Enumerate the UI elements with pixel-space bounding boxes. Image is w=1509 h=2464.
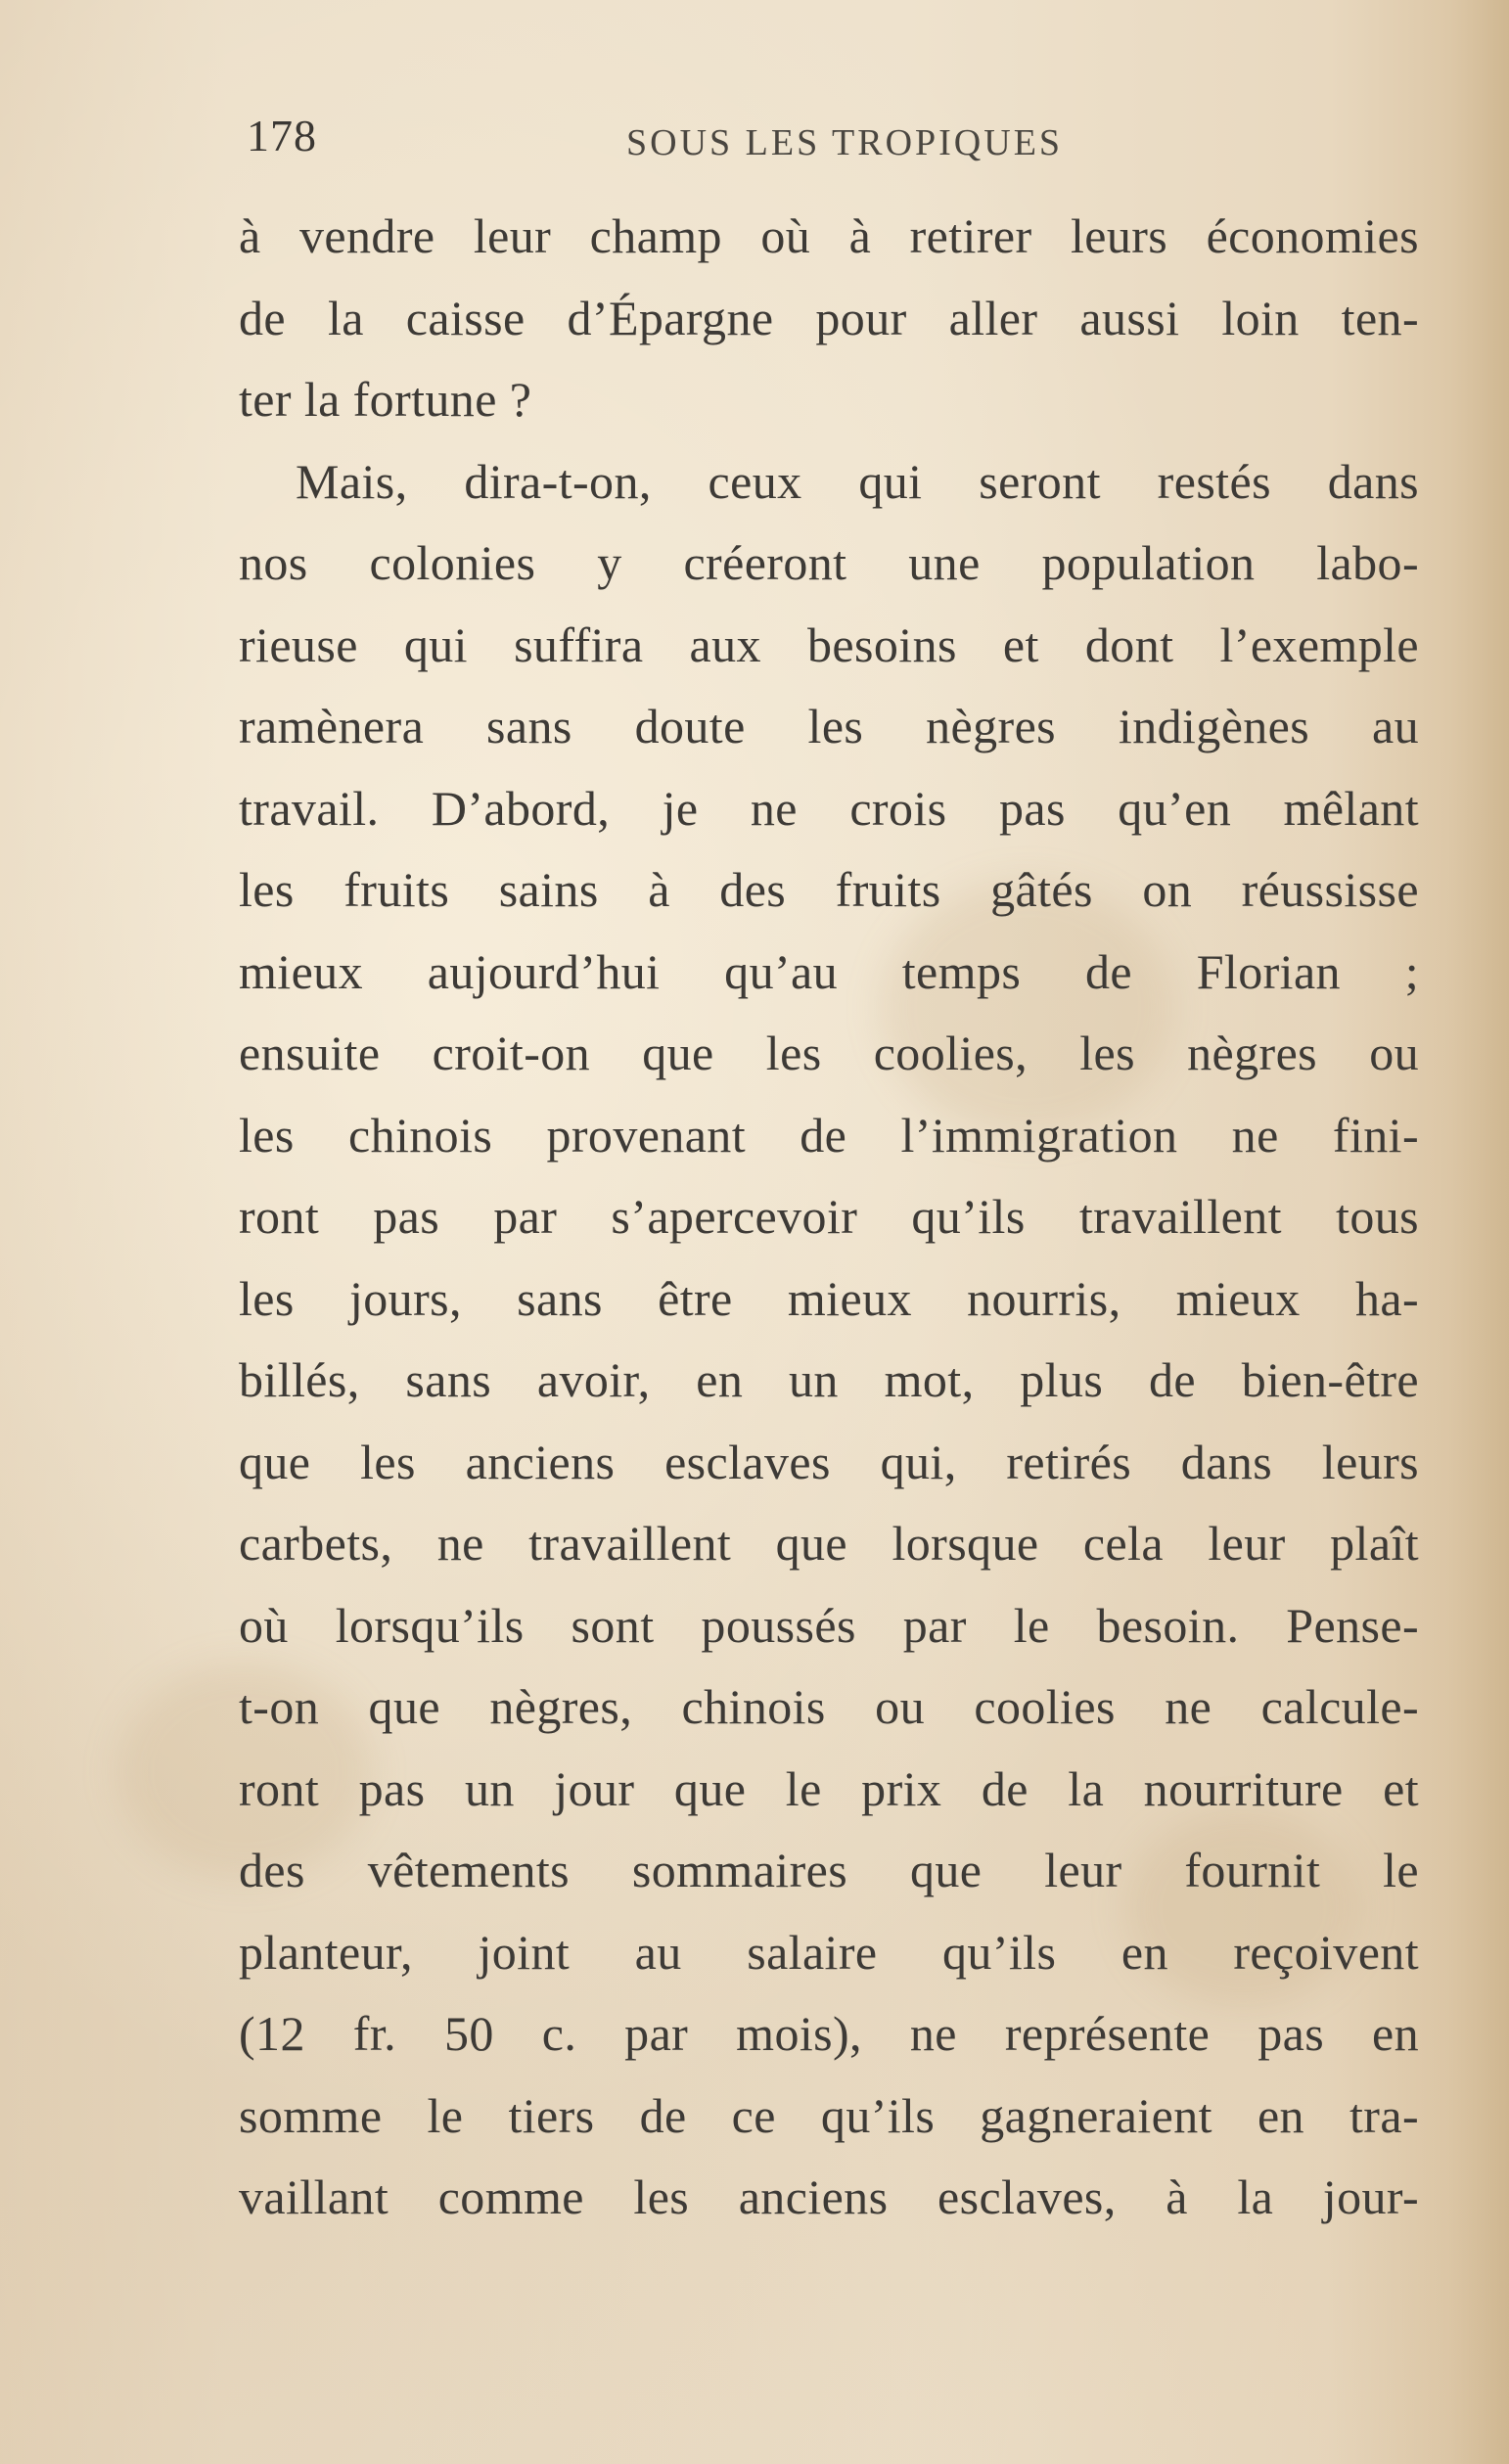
running-head: SOUS LES TROPIQUES (626, 122, 1064, 163)
text-line: billés, sans avoir, en un mot, plus de bien-être (239, 1352, 1419, 1407)
text-line: Mais, dira-t-on, ceux qui seront restés dans (296, 453, 1419, 509)
text-line: ront pas un jour que le prix de la nourriture et (239, 1760, 1419, 1816)
text-line: à vendre leur champ où à retirer leurs économies (239, 208, 1419, 263)
text-line: planteur, joint au salaire qu’ils en reçoivent (239, 1924, 1419, 1980)
text-line: ramènera sans doute les nègres indigènes au (239, 699, 1419, 753)
body-text (239, 196, 1419, 2239)
text-line: les chinois provenant de l’immigration ne fini- (239, 1107, 1419, 1163)
page-header (0, 110, 1509, 178)
text-line: t-on que nègres, chinois ou coolies ne calcule- (239, 1679, 1419, 1734)
text-line: (12 fr. 50 c. par mois), ne représente pas en (239, 2006, 1419, 2061)
text-line: les fruits sains à des fruits gâtés on réussisse (239, 862, 1419, 917)
text-line: les jours, sans être mieux nourris, mieux ha- (239, 1270, 1419, 1326)
text-line: rieuse qui suffira aux besoins et dont l’exemple (239, 616, 1419, 672)
text-line: somme le tiers de ce qu’ils gagneraient en tra- (239, 2087, 1419, 2143)
text-line: des vêtements sommaires que leur fournit le (239, 1843, 1419, 1897)
text-line: travail. D’abord, je ne crois pas qu’en mêlant (239, 780, 1419, 836)
text-line: que les anciens esclaves qui, retirés dans leurs (239, 1434, 1419, 1489)
text-line: nos colonies y créeront une population labo- (239, 535, 1419, 590)
text-line: carbets, ne travaillent que lorsque cela leur plaît (239, 1516, 1419, 1571)
text-line: mieux aujourd’hui qu’au temps de Florian ; (239, 943, 1419, 999)
page-number: 178 (247, 111, 317, 160)
text-line: vaillant comme les anciens esclaves, à la jour- (239, 2169, 1419, 2224)
text-line: de la caisse d’Épargne pour aller aussi loin ten- (239, 290, 1419, 345)
text-line: ensuite croit-on que les coolies, les nègres ou (239, 1026, 1419, 1080)
text-line: ront pas par s’apercevoir qu’ils travaillent tous (239, 1189, 1419, 1244)
text-line: ter la fortune ? (239, 372, 532, 427)
text-line: où lorsqu’ils sont poussés par le besoin. Pense- (239, 1597, 1419, 1653)
